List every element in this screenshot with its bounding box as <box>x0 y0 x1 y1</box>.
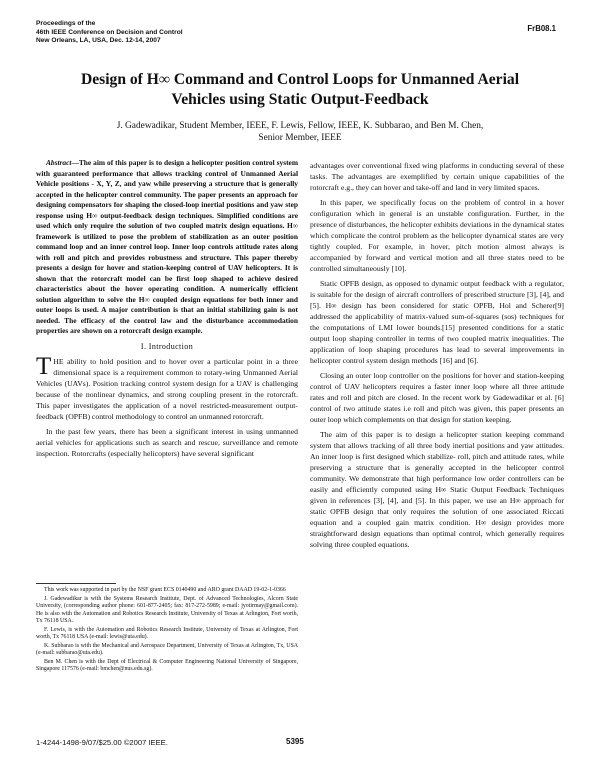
footnote: F. Lewis, is with the Automation and Robotics Research Institute, University of Texas at Arlington, Fort worth, Tx 76118 USA (e-mail: lewis@uta.edu). <box>36 626 298 640</box>
section-heading: I. Introduction <box>140 341 194 351</box>
footnotes <box>36 587 298 675</box>
body-paragraph: Closing an outer loop controller on the positions for hover and station-keeping control of UAV helicopters requires a faster inner loop where all three attitude rates and roll and pitch are closed. In the recent work by Gadewadikar et al. [6] control of two attitude states i.e roll and pitch was given, this paper presents an outer loop which complements on that design for station keeping. <box>310 371 564 424</box>
author-line: J. Gadewadikar, Student Member, IEEE, F. Lewis, Fellow, IEEE, K. Subbarao, and Ben M. Chen, <box>116 121 484 131</box>
paper-title <box>40 70 560 110</box>
drop-cap: T <box>36 352 52 380</box>
abstract <box>36 158 298 337</box>
body-paragraph: Static OPFB design, as opposed to dynamic output feedback with a regulator, is suitable for the design of aircraft controllers of prescribed structure [3], [4], and [5]. H∞ design has been considered for static OPFB, Hol and Scherer[9] addressed the applicability of matrix-valued sum-of-squares (sos) techniques for the computations of LMI lower bounds.[15] presented conditions for a static output loop shaping controller in terms of two coupled matrix inequalities. The application of loop shaping procedures has lead to several improvements in helicopter control system design methods [16] and [6]. <box>310 279 564 365</box>
footnote-rule <box>36 583 116 584</box>
author-line: Senior Member, IEEE <box>258 133 342 143</box>
paper-id: FrB08.1 <box>527 24 556 33</box>
proceedings-line: 46th IEEE Conference on Decision and Control <box>36 28 183 36</box>
right-column <box>310 160 564 554</box>
abstract-lead: Abstract <box>46 158 72 167</box>
body-paragraph: The aim of this paper is to design a helicopter station keeping command system that allows tracking of all three body inertial positions and yaw attitudes. An inner loop is first designed which stabilize- roll, pitch and attitude rates, while preserving a structure that is generally accepted in the helicopter control community. We demonstrate that high performance low order controllers can be easily and efficiently computed using H∞ Static Output Feedback Techniques given in references [3], [4], and [5]. In this paper, we use an H∞ approach for static OPFB design that only requires the solution of one associated Riccati equation and a coupled gain matrix condition. H∞ design provides more straightforward design equations than optimal control, which generally requires solving three coupled equations. <box>310 430 564 549</box>
author-list <box>60 120 540 144</box>
footnote: J. Gadewadikar is with the Systems Research Institute, Dept. of Advanced Technologies, Alcorn State University, (corresponding author phone: 601-877-2405; fax: 817-272-5989; e-mail: jyotirmay@gmail.com). He is also with the Automation and Robotics Research Institute, University of Texas at Arlington, Fort worth, Tx 76118 USA. <box>36 595 298 624</box>
body-paragraph: advantages over conventional fixed wing platforms in conducting several of these tasks. The advantages are exemplified by certain unique capabilities of the rotorcraft e.g., they can hover and take-off and land in very limited spaces. <box>310 161 564 192</box>
abstract-text: —The aim of this paper is to design a helicopter position control system with guaranteed performance that allows tracking control of Unmanned Aerial Vehicle positions - X, Y, Z, and yaw while preserving a structure that is generally accepted in the helicopter control community. The paper presents an approach for designing compensators for shaping the closed-loop inertial positions and yaw step response using H∞ output-feedback design techniques. Simplified conditions are used which only require the solution of two coupled matrix design equations. H∞ framework is utilized to pose the problem of stabilization as an outer position command loop and an inner control loop. Inner loop controls attitude rates along with roll and pitch and provides robustness and structure. This paper thereby presents a design for hover and station-keeping control of UAV helicopters. It is shown that the rotorcraft model can be first loop shaped to achieve desired characteristics about the hover operating condition. A numerically efficient solution algorithm to solve the H∞ coupled design equations for both inner and outer loops is used. A major contribution is that an initial stabilizing gain is not needed. The efficacy of the control law and the disturbance accommodation properties are shown on a rotorcraft design example. <box>36 158 298 335</box>
intro-paragraph: In the past few years, there has been a significant interest in using unmanned aerial vehicles for applications such as search and rescue, surveillance and remote inspection. Rotorcrafts (especially helicopters) have several significant <box>36 426 298 458</box>
proceedings-header <box>36 20 183 46</box>
footnote: Ben M. Chen is with the Dept of Electrical & Computer Engineering National University of Singapore, Singapore 117576 (e-mail: bmchen@nus.edu.sg). <box>36 658 298 672</box>
proceedings-line: Proceedings of the <box>36 20 96 27</box>
intro-paragraph <box>36 352 298 422</box>
proceedings-line: New Orleans, LA, USA, Dec. 12-14, 2007 <box>36 37 161 45</box>
footnote: This work was supported in part by the NSF grant ECS 0140490 and ARO grant DAAD 19-02-1-0366 <box>44 587 286 593</box>
title-line: Design of H∞ Command and Control Loops for Unmanned Aerial <box>80 71 520 88</box>
left-column <box>36 158 298 463</box>
title-line: Vehicles using Static Output-Feedback <box>171 91 429 108</box>
copyright-line: 1-4244-1498-9/07/$25.00 ©2007 IEEE. <box>36 738 168 747</box>
intro-text: HE ability to hold position and to hover over a particular point in a three dimensional space is a requirement common to rotary-wing Unmanned Aerial Vehicles (UAVs). Position tracking control system design for a UAV is challenging because of the nonlinear dynamics, and strong coupling present in the rotorcraft. This paper investigates the application of a novel restricted-measurement output-feedback (OPFB) control methodology to control an unmanned rotorcraft. <box>36 356 298 421</box>
page-number: 5395 <box>286 737 304 746</box>
body-paragraph: In this paper, we specifically focus on the problem of control in a hover configuration which in general is an unstable configuration. Further, in the presence of disturbances, the helicopter exhibits deviations in the dynamical states which complicate the control problem as the helicopter dynamical states are very tightly coupled. For example, in hover, pitch motion almost always is accompanied by forward and vertical motion and all three states need to be controlled simultaneously [10]. <box>310 198 564 273</box>
footnote: K. Subbarao is with the Mechanical and Aerospace Department, University of Texas at Arlington, Tx, USA (e-mail: subbarao@uta.edu). <box>36 642 298 656</box>
